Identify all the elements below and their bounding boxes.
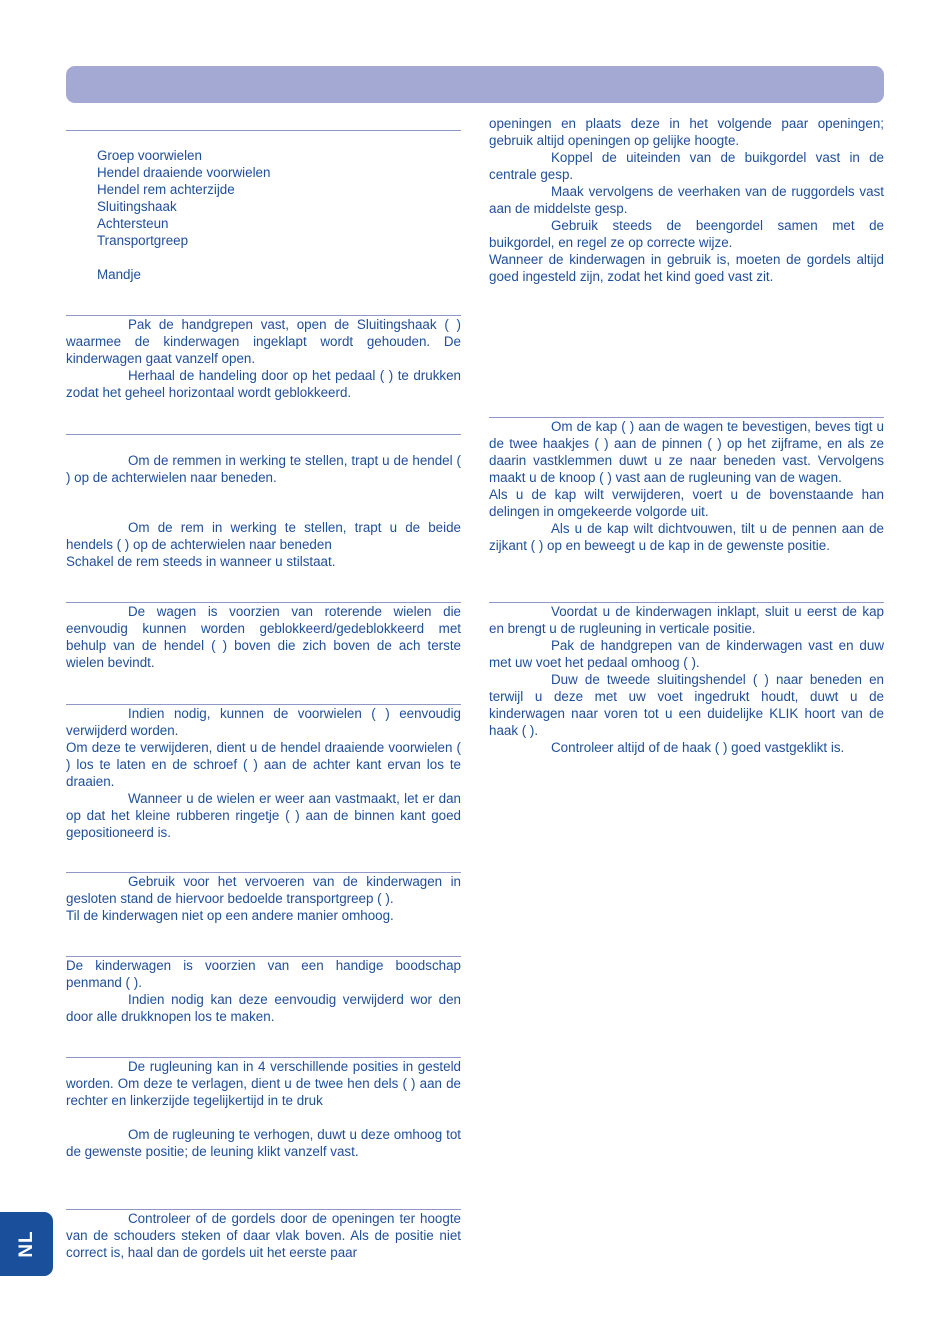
paragraph: De wagen is voorzien van roterende wielen die eenvoudig kunnen worden geblokkeerd/gedeblokkeerd met behulp van de hendel ( ) boven die zich boven de ach terste wielen bevindt. (66, 604, 461, 670)
section-wheels (66, 603, 461, 671)
parts-list-item: Transportgreep (97, 233, 189, 248)
paragraph: Duw de tweede sluitingshendel ( ) naar beneden en terwijl u deze met uw voet ingedrukt houdt, duwt u de kinderwagen naar voren tot u een duidelijke KLIK hoort van de haak ( ). (489, 672, 884, 738)
paragraph: Controleer of de gordels door de openingen ter hoogte van de schouders steken of daar vlak boven. Als de positie niet correct is, haal dan de gordels uit het eerste paar (66, 1211, 461, 1260)
paragraph: Om de remmen in werking te stellen, trapt u de hendel ( ) op de achterwielen naar beneden. (66, 453, 461, 485)
parts-list-item: Hendel draaiende voorwielen (97, 165, 271, 180)
paragraph: De kinderwagen is voorzien van een handige boodschap penmand ( ). (66, 958, 461, 990)
paragraph: Om deze te verwijderen, dient u de hendel draaiende voorwielen ( ) los te laten en de schroef ( ) aan de achter kant ervan los te draaien. (66, 740, 461, 789)
section-brake-2 (66, 519, 461, 570)
paragraph: Pak de handgrepen van de kinderwagen vast en duw met uw voet het pedaal omhoog ( ). (489, 638, 884, 670)
parts-list-item: Groep voorwielen (97, 148, 202, 163)
section-backrest-2 (66, 1126, 461, 1160)
section-front-wheels (66, 705, 461, 841)
paragraph: Controleer altijd of de haak ( ) goed vastgeklikt is. (551, 740, 845, 755)
paragraph: Til de kinderwagen niet op een andere manier omhoog. (66, 908, 394, 923)
paragraph: Maak vervolgens de veerhaken van de ruggordels vast aan de middelste gesp. (489, 184, 884, 216)
paragraph: Om de rem in werking te stellen, trapt u de beide hendels ( ) op de achterwielen naar beneden (66, 520, 461, 552)
paragraph: Wanneer u de wielen er weer aan vastmaakt, let er dan op dat het kleine rubberen ringetje ( ) aan de binnen kant goed gepositioneerd is. (66, 791, 461, 840)
parts-list (97, 147, 270, 283)
paragraph: Gebruik steeds de beengordel samen met de buikgordel, en regel ze op correcte wijze. (489, 218, 884, 250)
paragraph: De rugleuning kan in 4 verschillende posities in gesteld worden. Om deze te verlagen, dient u de twee hen dels ( ) aan de rechter en linkerzijde tegelijkertijd in te druk (66, 1059, 461, 1108)
section-backrest-1 (66, 1058, 461, 1109)
section-belts-continued (489, 115, 884, 285)
language-label: NL (15, 1230, 37, 1258)
paragraph: Herhaal de handeling door op het pedaal ( ) te drukken zodat het geheel horizontaal wordt geblokkeerd. (66, 368, 461, 400)
header-band (66, 66, 884, 103)
paragraph: Koppel de uiteinden van de buikgordel vast in de centrale gesp. (489, 150, 884, 182)
paragraph: openingen en plaats deze in het volgende paar openingen; gebruik altijd openingen op gelijke hoogte. (489, 116, 884, 148)
language-tab (0, 1212, 53, 1276)
paragraph: Indien nodig kan deze eenvoudig verwijderd wor den door alle drukknopen los te maken. (66, 992, 461, 1024)
parts-list-item: Hendel rem achterzijde (97, 182, 235, 197)
section-rule (66, 434, 461, 435)
parts-list-item (97, 249, 270, 266)
paragraph: Schakel de rem steeds in wanneer u stilstaat. (66, 554, 336, 569)
section-transport (66, 873, 461, 924)
section-basket (66, 957, 461, 1025)
section-belts (66, 1210, 461, 1261)
section-brake-1 (66, 452, 461, 486)
section-hood (489, 418, 884, 554)
paragraph: Als u de kap wilt dichtvouwen, tilt u de pennen aan de zijkant ( ) op en beweegt u de kap in de gewenste positie. (489, 521, 884, 553)
paragraph: Om de kap ( ) aan de wagen te bevestigen, beves tigt u de twee haakjes ( ) aan de pinnen ( ) op het zijframe, en als ze daarin vastklemmen duwt u ze naar beneden vast. Vervolgens maakt u de knoop ( ) vast aan de rugleuning van de wagen. (489, 419, 884, 485)
paragraph: Voordat u de kinderwagen inklapt, sluit u eerst de kap en brengt u de rugleuning in verticale positie. (489, 604, 884, 636)
paragraph: Om de rugleuning te verhogen, duwt u deze omhoog tot de gewenste positie; de leuning klikt vanzelf vast. (66, 1127, 461, 1159)
paragraph: Indien nodig, kunnen de voorwielen ( ) eenvoudig verwijderd worden. (66, 706, 461, 738)
section-fold (489, 603, 884, 756)
paragraph: Wanneer de kinderwagen in gebruik is, moeten de gordels altijd goed ingesteld zijn, zodat het kind goed vast zit. (489, 252, 884, 284)
paragraph: Als u de kap wilt verwijderen, voert u de bovenstaande han delingen in omgekeerde volgorde uit. (489, 487, 884, 519)
section-rule (66, 130, 461, 131)
paragraph: Gebruik voor het vervoeren van de kinderwagen in gesloten stand de hiervoor bedoelde transportgreep ( ). (66, 874, 461, 906)
parts-list-item: Sluitingshaak (97, 199, 177, 214)
section-open (66, 316, 461, 401)
paragraph: Pak de handgrepen vast, open de Sluitingshaak ( ) waarmee de kinderwagen ingeklapt wordt gehouden. De kinderwagen gaat vanzelf open. (66, 317, 461, 366)
parts-list-item: Achtersteun (97, 216, 169, 231)
parts-list-item: Mandje (97, 267, 141, 282)
